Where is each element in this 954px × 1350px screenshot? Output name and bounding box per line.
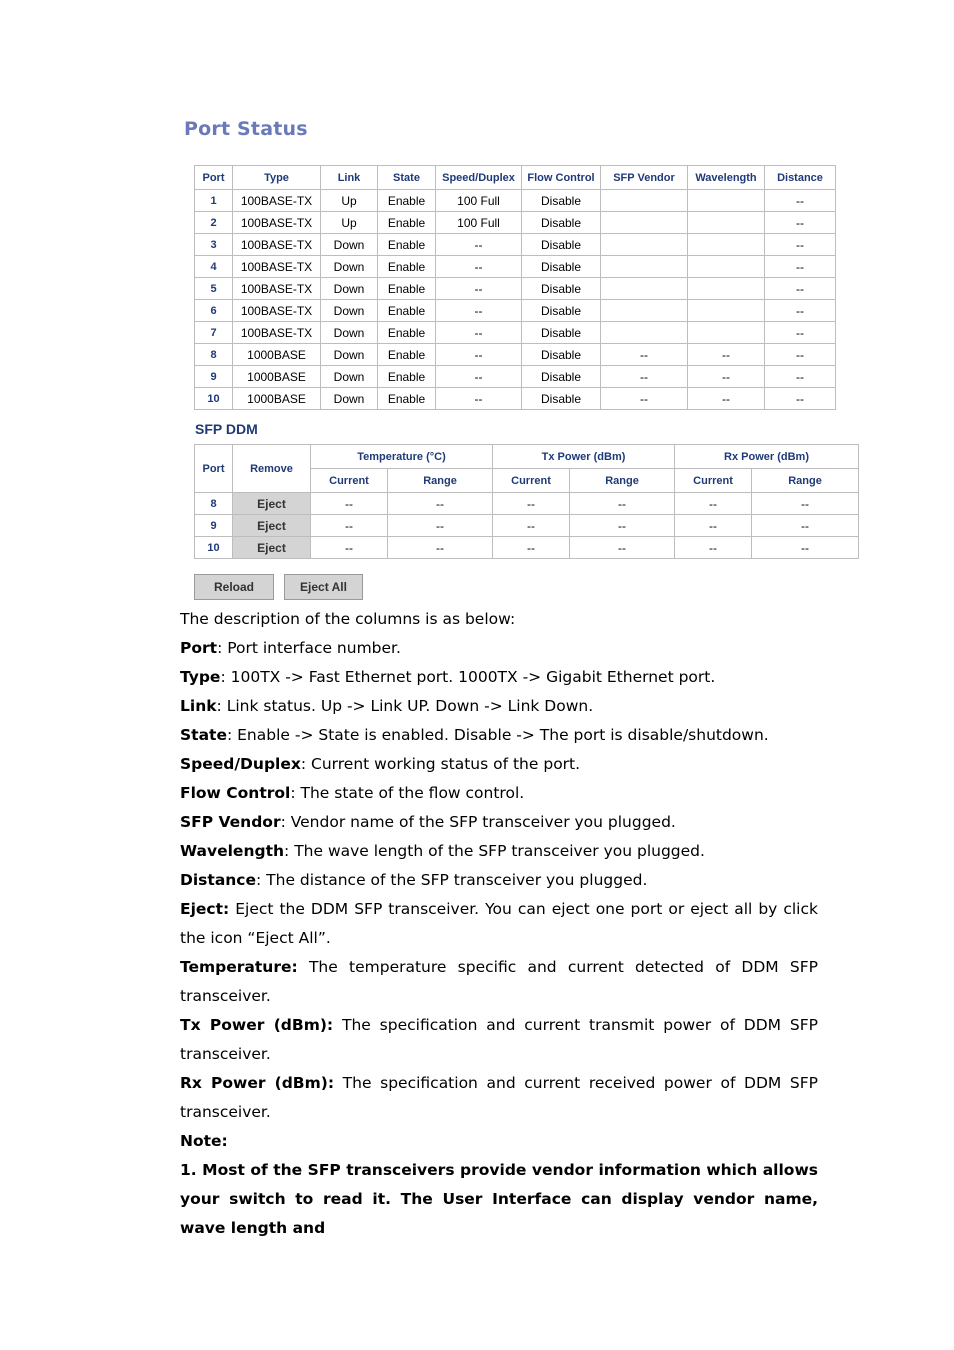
cell-speed-duplex: -- (436, 234, 522, 256)
description-term: Tx Power (dBm): (180, 1016, 334, 1034)
sfp-ddm-title: SFP DDM (195, 421, 258, 437)
sfp-col-header-port: Port (195, 445, 233, 493)
cell-link: Down (321, 300, 378, 322)
sfp-col-header-rx-range: Range (752, 469, 859, 493)
description-separator (334, 1074, 343, 1092)
cell-flow-control: Disable (522, 300, 601, 322)
cell-port: 6 (195, 300, 233, 322)
description-item (180, 663, 818, 692)
description-separator (298, 958, 309, 976)
sfp-header-row-1 (195, 445, 859, 469)
sfp-col-header-temp-range: Range (388, 469, 493, 493)
cell-sfp-vendor (601, 278, 688, 300)
note-label (180, 1127, 818, 1156)
cell-link: Down (321, 366, 378, 388)
cell-type: 100BASE-TX (233, 256, 321, 278)
description-list (180, 634, 818, 1127)
cell-wavelength (688, 190, 765, 212)
note-1 (180, 1156, 818, 1243)
cell-type: 100BASE-TX (233, 190, 321, 212)
description-text: 100TX -> Fast Ethernet port. 1000TX -> Gigabit Ethernet port. (230, 668, 716, 686)
cell-sfp-vendor: -- (601, 388, 688, 410)
cell-distance: -- (765, 190, 836, 212)
cell-sfp-vendor: -- (601, 366, 688, 388)
sfp-cell-tx-current: -- (493, 493, 570, 515)
cell-state: Enable (378, 366, 436, 388)
sfp-cell-rx-current: -- (675, 537, 752, 559)
description-separator: : (216, 697, 227, 715)
cell-type: 100BASE-TX (233, 300, 321, 322)
sfp-table-row (195, 493, 859, 515)
cell-state: Enable (378, 344, 436, 366)
sfp-cell-rx-current: -- (675, 515, 752, 537)
cell-wavelength: -- (688, 344, 765, 366)
cell-sfp-vendor (601, 322, 688, 344)
sfp-cell-tx-range: -- (570, 493, 675, 515)
description-text: The wave length of the SFP transceiver you plugged. (294, 842, 705, 860)
col-header-distance: Distance (765, 166, 836, 190)
description-item (180, 866, 818, 895)
cell-state: Enable (378, 278, 436, 300)
table-row (195, 234, 836, 256)
cell-speed-duplex: -- (436, 322, 522, 344)
note-label-text: Note: (180, 1132, 228, 1150)
table-row (195, 322, 836, 344)
sfp-cell-rx-range: -- (752, 493, 859, 515)
sfp-col-header-temp-current: Current (311, 469, 388, 493)
cell-distance: -- (765, 278, 836, 300)
cell-port: 2 (195, 212, 233, 234)
description-term: Flow Control (180, 784, 291, 802)
note-1-text: 1. Most of the SFP transceivers provide vendor information which allows your switch to read it. The User Interface can display vendor name, wave length and (180, 1161, 818, 1237)
sfp-cell-rx-range: -- (752, 537, 859, 559)
col-header-speed-duplex: Speed/Duplex (436, 166, 522, 190)
description-term: Speed/Duplex (180, 755, 301, 773)
table-row (195, 388, 836, 410)
description-separator: : (290, 784, 301, 802)
cell-type: 1000BASE (233, 366, 321, 388)
description-text: Vendor name of the SFP transceiver you plugged. (290, 813, 676, 831)
sfp-table-body (195, 493, 859, 559)
sfp-col-header-tx-range: Range (570, 469, 675, 493)
description-separator (333, 1016, 342, 1034)
sfp-table-row (195, 515, 859, 537)
cell-flow-control: Disable (522, 344, 601, 366)
col-header-sfp-vendor: SFP Vendor (601, 166, 688, 190)
description-item (180, 837, 818, 866)
cell-flow-control: Disable (522, 234, 601, 256)
cell-flow-control: Disable (522, 256, 601, 278)
col-header-wavelength: Wavelength (688, 166, 765, 190)
description-text: Link status. Up -> Link UP. Down -> Link Down. (226, 697, 594, 715)
port-table-body (195, 190, 836, 410)
sfp-col-header-tx-current: Current (493, 469, 570, 493)
cell-link: Up (321, 212, 378, 234)
table-row (195, 344, 836, 366)
table-row (195, 256, 836, 278)
cell-speed-duplex: -- (436, 344, 522, 366)
sfp-cell-temp-range: -- (388, 537, 493, 559)
cell-type: 1000BASE (233, 388, 321, 410)
page-title: Port Status (184, 118, 308, 140)
table-row (195, 212, 836, 234)
cell-link: Down (321, 278, 378, 300)
description-item (180, 721, 818, 750)
description-term: Type (180, 668, 221, 686)
cell-speed-duplex: -- (436, 366, 522, 388)
col-header-link: Link (321, 166, 378, 190)
cell-distance: -- (765, 300, 836, 322)
cell-state: Enable (378, 234, 436, 256)
description-separator: : (284, 842, 295, 860)
column-description (180, 605, 818, 1243)
description-term: Port (180, 639, 218, 657)
description-text: The distance of the SFP transceiver you plugged. (266, 871, 648, 889)
description-term: Eject: (180, 900, 230, 918)
description-text: The temperature specific and current detected of DDM SFP transceiver. (180, 958, 818, 1005)
cell-state: Enable (378, 388, 436, 410)
cell-wavelength (688, 322, 765, 344)
cell-wavelength (688, 300, 765, 322)
port-status-table (194, 165, 836, 410)
cell-port: 1 (195, 190, 233, 212)
cell-flow-control: Disable (522, 212, 601, 234)
cell-speed-duplex: -- (436, 300, 522, 322)
sfp-cell-temp-range: -- (388, 493, 493, 515)
sfp-cell-temp-current: -- (311, 515, 388, 537)
cell-flow-control: Disable (522, 322, 601, 344)
cell-sfp-vendor (601, 234, 688, 256)
cell-wavelength (688, 212, 765, 234)
cell-link: Down (321, 388, 378, 410)
cell-port: 7 (195, 322, 233, 344)
cell-distance: -- (765, 322, 836, 344)
sfp-ddm-table (194, 444, 859, 559)
sfp-cell-tx-current: -- (493, 537, 570, 559)
description-separator: : (300, 755, 312, 773)
table-row (195, 300, 836, 322)
col-header-port: Port (195, 166, 233, 190)
cell-speed-duplex: -- (436, 388, 522, 410)
sfp-cell-port: 10 (195, 537, 233, 559)
description-separator: : (280, 813, 291, 831)
cell-state: Enable (378, 212, 436, 234)
sfp-col-header-rx-current: Current (675, 469, 752, 493)
sfp-table-row (195, 537, 859, 559)
description-item (180, 1069, 818, 1127)
description-item (180, 953, 818, 1011)
description-item (180, 1011, 818, 1069)
cell-state: Enable (378, 300, 436, 322)
cell-distance: -- (765, 366, 836, 388)
table-row (195, 278, 836, 300)
description-item (180, 634, 818, 663)
cell-sfp-vendor: -- (601, 344, 688, 366)
description-text: The specification and current received power of DDM SFP transceiver. (180, 1074, 818, 1121)
cell-type: 100BASE-TX (233, 322, 321, 344)
sfp-col-header-remove: Remove (233, 445, 311, 493)
eject-button[interactable]: Eject (233, 537, 311, 559)
description-text: Port interface number. (227, 639, 401, 657)
description-term: SFP Vendor (180, 813, 281, 831)
description-separator: : (256, 871, 267, 889)
sfp-cell-port: 9 (195, 515, 233, 537)
cell-distance: -- (765, 388, 836, 410)
sfp-cell-rx-current: -- (675, 493, 752, 515)
cell-state: Enable (378, 256, 436, 278)
cell-sfp-vendor (601, 190, 688, 212)
col-header-state: State (378, 166, 436, 190)
description-term: Wavelength (180, 842, 285, 860)
cell-distance: -- (765, 344, 836, 366)
cell-port: 8 (195, 344, 233, 366)
col-header-flow-control: Flow Control (522, 166, 601, 190)
cell-link: Down (321, 344, 378, 366)
sfp-cell-port: 8 (195, 493, 233, 515)
cell-state: Enable (378, 190, 436, 212)
cell-flow-control: Disable (522, 190, 601, 212)
cell-speed-duplex: 100 Full (436, 190, 522, 212)
description-text: Current working status of the port. (311, 755, 581, 773)
cell-type: 100BASE-TX (233, 212, 321, 234)
cell-flow-control: Disable (522, 388, 601, 410)
cell-wavelength: -- (688, 388, 765, 410)
eject-button[interactable]: Eject (233, 515, 311, 537)
cell-link: Down (321, 234, 378, 256)
cell-link: Down (321, 256, 378, 278)
description-term: Temperature: (180, 958, 298, 976)
cell-flow-control: Disable (522, 278, 601, 300)
sfp-cell-tx-range: -- (570, 537, 675, 559)
description-term: Link (180, 697, 217, 715)
description-item (180, 808, 818, 837)
eject-all-button[interactable]: Eject All (284, 574, 363, 600)
description-term: Rx Power (dBm): (180, 1074, 335, 1092)
cell-speed-duplex: 100 Full (436, 212, 522, 234)
table-row (195, 190, 836, 212)
cell-wavelength (688, 234, 765, 256)
col-header-type: Type (233, 166, 321, 190)
sfp-col-header-tx-power: Tx Power (dBm) (493, 445, 675, 469)
cell-distance: -- (765, 234, 836, 256)
eject-button[interactable]: Eject (233, 493, 311, 515)
cell-distance: -- (765, 256, 836, 278)
cell-sfp-vendor (601, 256, 688, 278)
cell-distance: -- (765, 212, 836, 234)
description-term: Distance (180, 871, 257, 889)
description-term: State (180, 726, 227, 744)
sfp-cell-tx-current: -- (493, 515, 570, 537)
description-text: The state of the flow control. (300, 784, 525, 802)
description-intro: The description of the columns is as below: (180, 610, 516, 628)
cell-type: 100BASE-TX (233, 278, 321, 300)
table-row (195, 366, 836, 388)
cell-wavelength (688, 256, 765, 278)
cell-state: Enable (378, 322, 436, 344)
sfp-cell-temp-current: -- (311, 537, 388, 559)
sfp-cell-tx-range: -- (570, 515, 675, 537)
cell-sfp-vendor (601, 212, 688, 234)
cell-type: 100BASE-TX (233, 234, 321, 256)
port-table-header-row (195, 166, 836, 190)
description-text: Enable -> State is enabled. Disable -> The port is disable/shutdown. (237, 726, 769, 744)
cell-port: 5 (195, 278, 233, 300)
cell-speed-duplex: -- (436, 256, 522, 278)
cell-sfp-vendor (601, 300, 688, 322)
description-separator: : (226, 726, 238, 744)
sfp-cell-temp-range: -- (388, 515, 493, 537)
sfp-cell-rx-range: -- (752, 515, 859, 537)
cell-link: Up (321, 190, 378, 212)
sfp-col-header-rx-power: Rx Power (dBm) (675, 445, 859, 469)
description-text: The specification and current transmit power of DDM SFP transceiver. (180, 1016, 818, 1063)
description-item (180, 779, 818, 808)
description-separator: : (217, 639, 228, 657)
description-item (180, 692, 818, 721)
cell-flow-control: Disable (522, 366, 601, 388)
reload-button[interactable]: Reload (194, 574, 274, 600)
cell-link: Down (321, 322, 378, 344)
cell-type: 1000BASE (233, 344, 321, 366)
description-text: Eject the DDM SFP transceiver. You can eject one port or eject all by click the icon “Eject All”. (180, 900, 818, 947)
cell-wavelength: -- (688, 366, 765, 388)
description-item (180, 895, 818, 953)
sfp-cell-temp-current: -- (311, 493, 388, 515)
description-item (180, 750, 818, 779)
cell-port: 9 (195, 366, 233, 388)
cell-wavelength (688, 278, 765, 300)
cell-port: 3 (195, 234, 233, 256)
cell-port: 10 (195, 388, 233, 410)
cell-speed-duplex: -- (436, 278, 522, 300)
sfp-col-header-temperature: Temperature (°C) (311, 445, 493, 469)
cell-port: 4 (195, 256, 233, 278)
description-separator: : (220, 668, 231, 686)
